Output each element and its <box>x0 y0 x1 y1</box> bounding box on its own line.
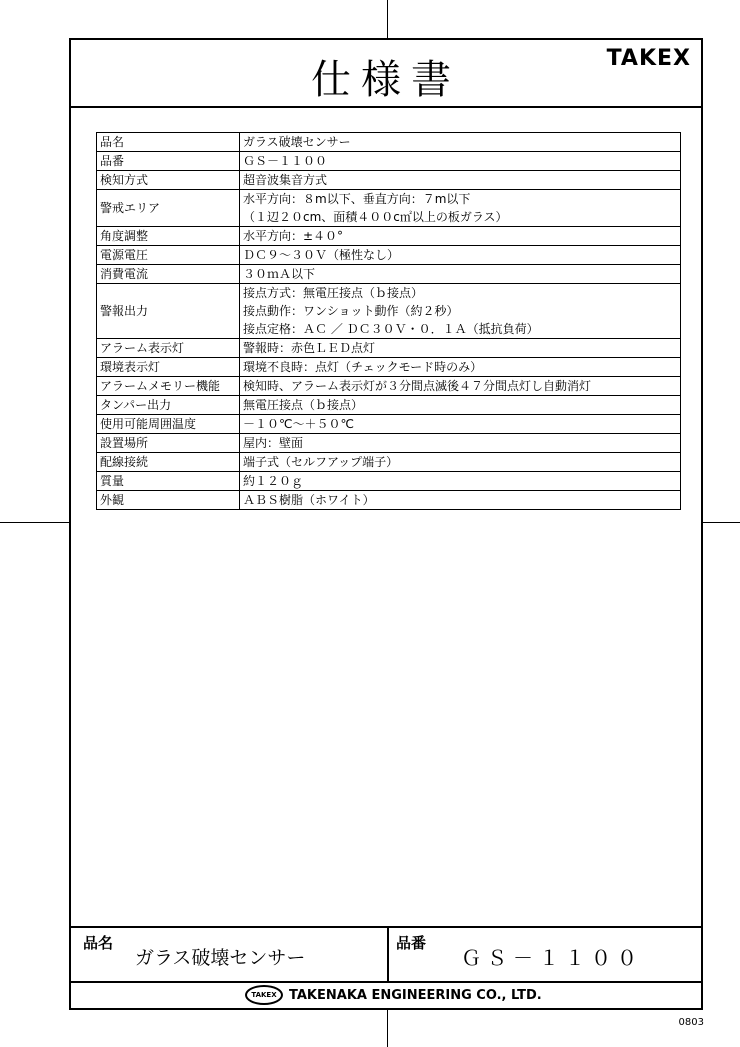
spec-key: 角度調整 <box>97 227 240 246</box>
table-row <box>97 246 681 265</box>
spec-value-line: 接点定格：ＡＣ ／ ＤＣ３０Ｖ・０．１Ａ（抵抗負荷） <box>243 322 539 336</box>
spec-key: 品名 <box>97 133 240 152</box>
spec-value <box>240 339 681 358</box>
spec-value <box>240 246 681 265</box>
spec-value <box>240 472 681 491</box>
table-row <box>97 434 681 453</box>
spec-value-line: ガラス破壊センサー <box>243 135 351 149</box>
page-title: 仕様書 <box>311 57 461 103</box>
spec-value-line: 警報時：赤色ＬＥＤ点灯 <box>243 341 376 355</box>
spec-value-line: ＤＣ９～３０Ｖ（極性なし） <box>243 248 400 262</box>
spec-value-line: 無電圧接点（ｂ接点） <box>243 398 364 412</box>
spec-key: 環境表示灯 <box>97 358 240 377</box>
document-code: 0803 <box>678 1017 704 1028</box>
spec-table <box>96 132 681 510</box>
crop-mark-left <box>0 522 69 523</box>
spec-key: 電源電圧 <box>97 246 240 265</box>
table-row <box>97 265 681 284</box>
spec-key: 警戒エリア <box>97 190 240 227</box>
spec-key: 品番 <box>97 152 240 171</box>
table-row <box>97 472 681 491</box>
spec-value <box>240 133 681 152</box>
table-row <box>97 396 681 415</box>
spec-key: 質量 <box>97 472 240 491</box>
spec-value-line: 約１２０ｇ <box>243 474 304 488</box>
spec-value-line: －１０℃～＋５０℃ <box>243 417 354 431</box>
spec-key: アラーム表示灯 <box>97 339 240 358</box>
table-row <box>97 227 681 246</box>
spec-key: アラームメモリー機能 <box>97 377 240 396</box>
spec-value <box>240 152 681 171</box>
spec-value-line: 屋内：壁面 <box>243 436 304 450</box>
spec-key: 検知方式 <box>97 171 240 190</box>
spec-value <box>240 396 681 415</box>
spec-value-line: （１辺２０cm、面積４００c㎡以上の板ガラス） <box>243 210 508 224</box>
table-row <box>97 491 681 510</box>
table-row <box>97 358 681 377</box>
spec-key: 配線接続 <box>97 453 240 472</box>
spec-value <box>240 171 681 190</box>
spec-value <box>240 453 681 472</box>
footer-name-value: ガラス破壊センサー <box>135 947 306 969</box>
spec-value <box>240 415 681 434</box>
table-row <box>97 284 681 339</box>
spec-value-line: 水平方向：８m以下、垂直方向：７m以下 <box>243 192 471 206</box>
spec-value <box>240 227 681 246</box>
table-row <box>97 377 681 396</box>
spec-value <box>240 377 681 396</box>
table-row <box>97 171 681 190</box>
crop-mark-top <box>387 0 388 38</box>
footer-number-label: 品番 <box>396 934 427 952</box>
table-row <box>97 415 681 434</box>
spec-value-line: 接点動作：ワンショット動作（約２秒） <box>243 304 459 318</box>
spec-value-line: 水平方向：±４０° <box>243 229 344 243</box>
crop-mark-bottom <box>387 1010 388 1047</box>
spec-value-line: 検知時、アラーム表示灯が３分間点滅後４７分間点灯し自動消灯 <box>243 379 592 393</box>
spec-value-line: 超音波集音方式 <box>243 173 328 187</box>
spec-value-line: 接点方式：無電圧接点（ｂ接点） <box>243 286 424 300</box>
crop-mark-right <box>703 522 740 523</box>
spec-value <box>240 190 681 227</box>
table-row <box>97 190 681 227</box>
spec-value <box>240 265 681 284</box>
spec-value-line: 環境不良時：点灯（チェックモード時のみ） <box>243 360 483 374</box>
spec-value-line: ３０ｍＡ以下 <box>243 267 316 281</box>
spec-value-line: ＡＢＳ樹脂（ホワイト） <box>243 493 375 507</box>
spec-key: 設置場所 <box>97 434 240 453</box>
table-row <box>97 339 681 358</box>
brand-logo: TAKEX <box>606 46 691 71</box>
spec-key: 警報出力 <box>97 284 240 339</box>
table-row <box>97 453 681 472</box>
company-name: TAKENAKA ENGINEERING CO., LTD. <box>289 987 542 1003</box>
spec-key: 外観 <box>97 491 240 510</box>
footer-divider-top <box>71 926 701 928</box>
footer-divider-vertical <box>387 926 389 981</box>
company-logo: TAKEX <box>245 985 283 1005</box>
spec-sheet <box>69 38 703 1010</box>
footer-divider-bottom <box>71 981 701 983</box>
table-row <box>97 133 681 152</box>
spec-key: 使用可能周囲温度 <box>97 415 240 434</box>
spec-value-line: 端子式（セルフアップ端子） <box>243 455 399 469</box>
company-block <box>245 985 542 1005</box>
spec-key: 消費電流 <box>97 265 240 284</box>
footer-number-value: ＧＳ－１１００ <box>461 946 643 970</box>
spec-value <box>240 358 681 377</box>
footer-name-label: 品名 <box>83 934 114 952</box>
spec-value <box>240 491 681 510</box>
spec-value <box>240 284 681 339</box>
header-divider <box>71 106 701 108</box>
table-row <box>97 152 681 171</box>
spec-value <box>240 434 681 453</box>
spec-key: タンパー出力 <box>97 396 240 415</box>
spec-value-line: ＧＳ－１１００ <box>243 154 328 168</box>
